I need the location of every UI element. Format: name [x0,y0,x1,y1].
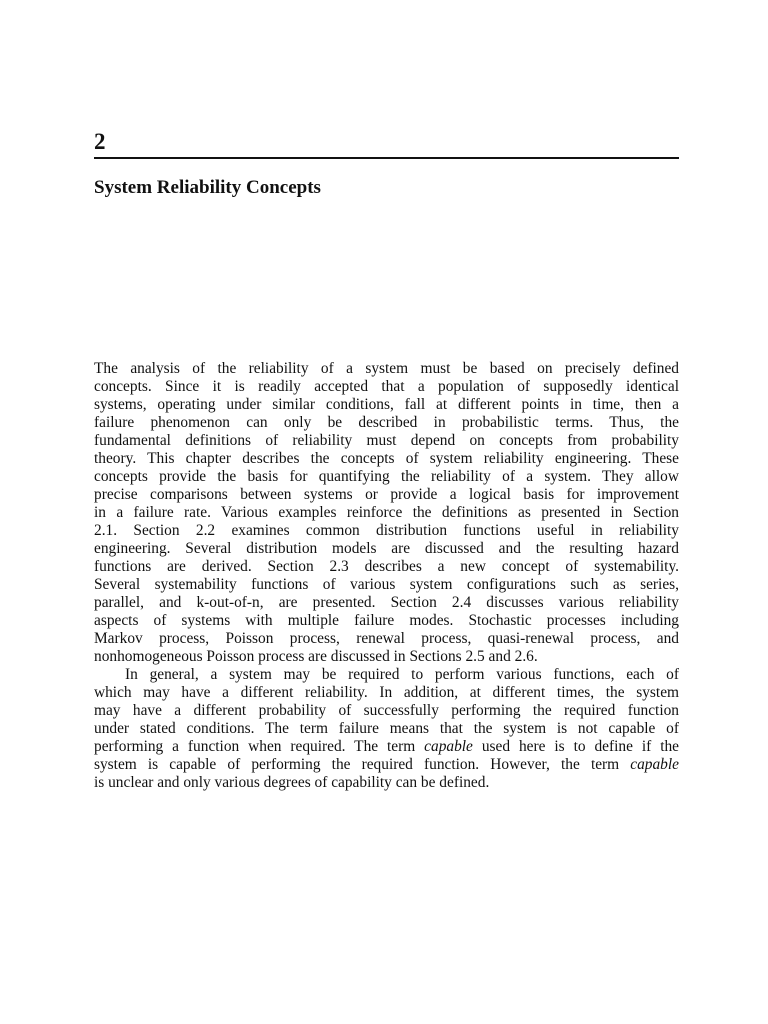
text-line: failure phenomenon can only be described in probabilistic terms. Thus, the [94,414,679,431]
chapter-number: 2 [94,129,106,154]
italic-term-capable: capable [424,738,473,755]
text-line: in a failure rate. Various examples reinforce the definitions as presented in Section [94,504,679,521]
italic-term-capable: capable [630,756,679,773]
text-line: functions are derived. Section 2.3 describes a new concept of systemability. [94,558,679,575]
text-line: Markov process, Poisson process, renewal process, quasi-renewal process, and [94,630,679,647]
text-line: engineering. Several distribution models are discussed and the resulting hazard [94,540,679,557]
chapter-title: System Reliability Concepts [94,177,321,198]
text-line-with-term [94,756,679,774]
text-line: The analysis of the reliability of a system must be based on precisely defined [94,360,679,377]
text-line: theory. This chapter describes the concepts of system reliability engineering. These [94,450,679,467]
text-line: nonhomogeneous Poisson process are discussed in Sections 2.5 and 2.6. [94,648,538,665]
text-line: Several systemability functions of various system configurations such as series, [94,576,679,593]
chapter-body [94,360,679,792]
text-line-with-term [94,738,679,756]
text-line: fundamental definitions of reliability must depend on concepts from probability [94,432,679,449]
text-line: In general, a system may be required to perform various functions, each of [125,666,679,683]
text-line: under stated conditions. The term failure means that the system is not capable of [94,720,679,737]
text-line: 2.1. Section 2.2 examines common distribution functions useful in reliability [94,522,679,539]
text-line: concepts provide the basis for quantifying the reliability of a system. They allow [94,468,679,485]
text-line: is unclear and only various degrees of capability can be defined. [94,774,490,791]
second-paragraph [94,666,679,792]
intro-paragraph [94,360,679,666]
text-line: precise comparisons between systems or provide a logical basis for improvement [94,486,679,503]
chapter-heading-rule [94,157,679,159]
text-line: systems, operating under similar conditions, fall at different points in time, then a [94,396,679,413]
text-line: which may have a different reliability. In addition, at different times, the system [94,684,679,701]
text-segment: system is capable of performing the required function. However, the term [94,756,631,773]
text-segment: performing a function when required. The term [94,738,425,755]
text-line: parallel, and k-out-of-n, are presented. Section 2.4 discusses various reliability [94,594,679,611]
text-line: aspects of systems with multiple failure modes. Stochastic processes including [94,612,679,629]
text-line: may have a different probability of successfully performing the required function [94,702,679,719]
text-line: concepts. Since it is readily accepted that a population of supposedly identical [94,378,679,395]
text-segment: used here is to define if the [472,738,679,755]
